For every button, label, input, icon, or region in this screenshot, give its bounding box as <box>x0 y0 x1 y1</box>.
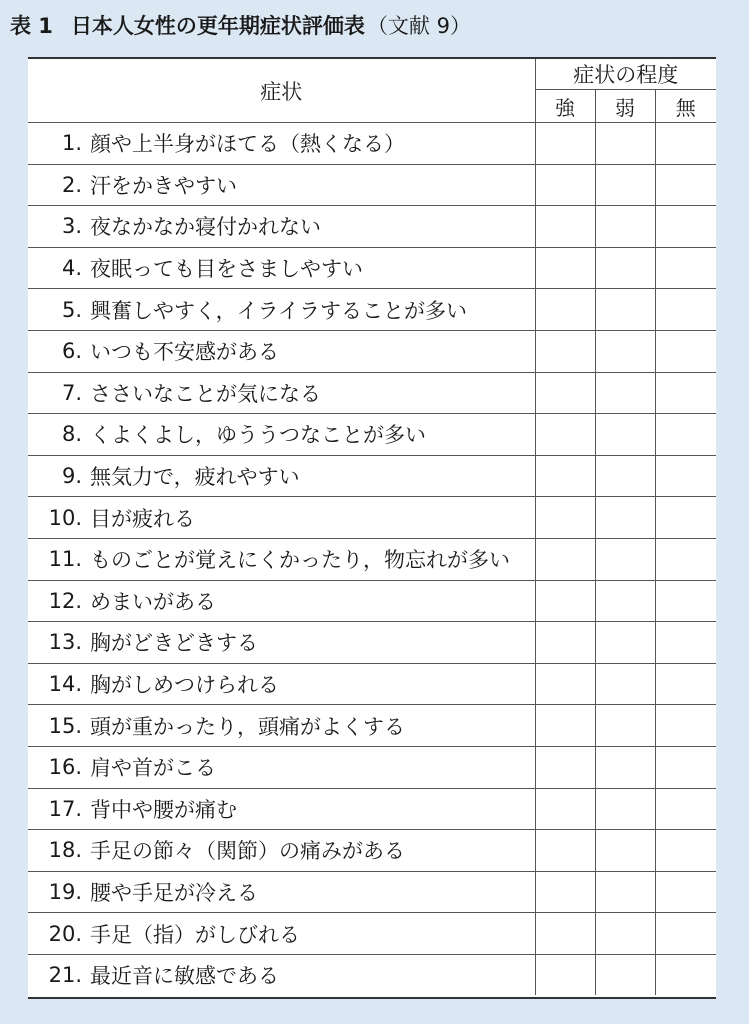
check-cell-none[interactable] <box>655 538 716 580</box>
symptom-number: 3. <box>61 214 82 239</box>
level-header-weak: 弱 <box>595 90 655 123</box>
check-cell-strong[interactable] <box>535 663 595 705</box>
check-cell-strong[interactable] <box>535 247 595 289</box>
table-row <box>28 414 716 456</box>
table-row <box>28 746 716 788</box>
reference-note: （文献 9） <box>366 14 471 38</box>
symptom-number: 13. <box>48 630 82 655</box>
check-cell-weak[interactable] <box>595 913 655 955</box>
symptom-cell <box>28 164 535 206</box>
symptom-text: めまいがある <box>90 589 216 614</box>
table-row <box>28 622 716 664</box>
check-cell-weak[interactable] <box>595 622 655 664</box>
symptom-number: 16. <box>48 755 82 780</box>
symptom-number: 15. <box>48 713 82 738</box>
symptom-number: 17. <box>48 796 82 821</box>
check-cell-strong[interactable] <box>535 830 595 872</box>
symptom-number: 7. <box>61 380 82 405</box>
check-cell-none[interactable] <box>655 663 716 705</box>
check-cell-strong[interactable] <box>535 123 595 165</box>
check-cell-strong[interactable] <box>535 871 595 913</box>
symptom-number: 12. <box>48 588 82 613</box>
degree-column-header: 症状の程度 <box>535 59 716 90</box>
table-row <box>28 330 716 372</box>
symptom-text: 腰や手足が冷える <box>90 880 258 905</box>
symptom-text: 肩や首がこる <box>90 756 216 781</box>
table-row <box>28 830 716 872</box>
check-cell-none[interactable] <box>655 913 716 955</box>
table-title: 日本人女性の更年期症状評価表 <box>70 14 365 38</box>
check-cell-strong[interactable] <box>535 788 595 830</box>
check-cell-weak[interactable] <box>595 746 655 788</box>
check-cell-weak[interactable] <box>595 247 655 289</box>
symptom-number: 2. <box>61 172 82 197</box>
check-cell-strong[interactable] <box>535 414 595 456</box>
check-cell-none[interactable] <box>655 455 716 497</box>
check-cell-weak[interactable] <box>595 580 655 622</box>
table-row <box>28 164 716 206</box>
check-cell-strong[interactable] <box>535 580 595 622</box>
check-cell-strong[interactable] <box>535 206 595 248</box>
symptom-number: 14. <box>48 672 82 697</box>
check-cell-none[interactable] <box>655 164 716 206</box>
check-cell-weak[interactable] <box>595 538 655 580</box>
check-cell-strong[interactable] <box>535 913 595 955</box>
symptom-text: ささいなことが気になる <box>90 381 321 406</box>
symptom-number: 11. <box>48 547 82 572</box>
check-cell-weak[interactable] <box>595 871 655 913</box>
table-caption <box>10 10 471 42</box>
symptom-text: 無気力で，疲れやすい <box>90 465 300 490</box>
check-cell-strong[interactable] <box>535 954 595 995</box>
level-header-strong: 強 <box>535 90 595 123</box>
check-cell-strong[interactable] <box>535 746 595 788</box>
symptom-cell <box>28 497 535 539</box>
symptom-text: 胸がしめつけられる <box>90 673 279 698</box>
check-cell-none[interactable] <box>655 954 716 995</box>
check-cell-strong[interactable] <box>535 622 595 664</box>
table-row <box>28 705 716 747</box>
check-cell-none[interactable] <box>655 622 716 664</box>
check-cell-weak[interactable] <box>595 330 655 372</box>
symptom-number: 6. <box>61 339 82 364</box>
check-cell-none[interactable] <box>655 289 716 331</box>
check-cell-weak[interactable] <box>595 372 655 414</box>
check-cell-weak[interactable] <box>595 164 655 206</box>
check-cell-strong[interactable] <box>535 330 595 372</box>
table-number: 表 1 <box>10 14 53 38</box>
symptom-cell <box>28 746 535 788</box>
check-cell-strong[interactable] <box>535 164 595 206</box>
symptom-text: 夜なかなか寝付かれない <box>90 215 321 240</box>
table-row <box>28 788 716 830</box>
symptom-table-panel <box>28 57 716 999</box>
symptom-number: 10. <box>48 505 82 530</box>
check-cell-none[interactable] <box>655 580 716 622</box>
symptom-cell <box>28 954 535 995</box>
symptom-text: 夜眠っても目をさましやすい <box>90 257 363 282</box>
symptom-cell <box>28 455 535 497</box>
check-cell-none[interactable] <box>655 206 716 248</box>
symptom-text: くよくよし，ゆううつなことが多い <box>90 423 426 448</box>
symptom-cell <box>28 705 535 747</box>
check-cell-strong[interactable] <box>535 705 595 747</box>
symptom-text: 頭が重かったり，頭痛がよくする <box>90 714 405 739</box>
symptom-text: 最近音に敏感である <box>90 964 279 989</box>
check-cell-none[interactable] <box>655 497 716 539</box>
check-cell-weak[interactable] <box>595 954 655 995</box>
symptom-text: 手足の節々（関節）の痛みがある <box>90 839 405 864</box>
symptom-cell <box>28 372 535 414</box>
check-cell-weak[interactable] <box>595 414 655 456</box>
check-cell-none[interactable] <box>655 705 716 747</box>
symptom-cell <box>28 622 535 664</box>
symptom-cell <box>28 206 535 248</box>
check-cell-strong[interactable] <box>535 455 595 497</box>
check-cell-weak[interactable] <box>595 289 655 331</box>
symptom-number: 1. <box>61 131 82 156</box>
check-cell-weak[interactable] <box>595 455 655 497</box>
table-row <box>28 663 716 705</box>
symptom-cell <box>28 247 535 289</box>
symptom-text: ものごとが覚えにくかったり，物忘れが多い <box>90 548 510 573</box>
symptom-text: 手足（指）がしびれる <box>90 922 300 947</box>
symptom-text: 背中や腰が痛む <box>90 797 237 822</box>
symptom-number: 5. <box>61 297 82 322</box>
check-cell-weak[interactable] <box>595 497 655 539</box>
symptom-cell <box>28 289 535 331</box>
table-row <box>28 247 716 289</box>
check-cell-none[interactable] <box>655 414 716 456</box>
table-row <box>28 954 716 995</box>
table-row <box>28 206 716 248</box>
symptom-text: 胸がどきどきする <box>90 631 258 656</box>
check-cell-weak[interactable] <box>595 206 655 248</box>
table-row <box>28 455 716 497</box>
symptom-cell <box>28 830 535 872</box>
table-row <box>28 123 716 165</box>
symptom-number: 19. <box>48 879 82 904</box>
symptom-text: 目が疲れる <box>90 506 195 531</box>
table-row <box>28 913 716 955</box>
symptom-cell <box>28 538 535 580</box>
symptom-cell <box>28 123 535 165</box>
symptom-column-header: 症状 <box>28 59 535 123</box>
symptom-text: 興奮しやすく，イライラすることが多い <box>90 298 467 323</box>
check-cell-weak[interactable] <box>595 663 655 705</box>
symptom-cell <box>28 414 535 456</box>
check-cell-none[interactable] <box>655 123 716 165</box>
check-cell-none[interactable] <box>655 372 716 414</box>
symptom-number: 20. <box>48 921 82 946</box>
level-header-none: 無 <box>655 90 716 123</box>
symptom-cell <box>28 788 535 830</box>
check-cell-weak[interactable] <box>595 705 655 747</box>
table-row <box>28 538 716 580</box>
symptom-text: 顔や上半身がほてる（熱くなる） <box>90 132 405 157</box>
symptom-number: 21. <box>48 963 82 988</box>
check-cell-none[interactable] <box>655 871 716 913</box>
check-cell-none[interactable] <box>655 330 716 372</box>
check-cell-weak[interactable] <box>595 830 655 872</box>
table-row <box>28 372 716 414</box>
symptom-cell <box>28 330 535 372</box>
symptom-rows <box>28 123 716 996</box>
symptom-cell <box>28 580 535 622</box>
check-cell-strong[interactable] <box>535 372 595 414</box>
table-row <box>28 580 716 622</box>
symptom-number: 4. <box>61 256 82 281</box>
table-row <box>28 497 716 539</box>
symptom-number: 8. <box>61 422 82 447</box>
check-cell-none[interactable] <box>655 830 716 872</box>
check-cell-none[interactable] <box>655 746 716 788</box>
table-row <box>28 289 716 331</box>
symptom-cell <box>28 913 535 955</box>
check-cell-weak[interactable] <box>595 123 655 165</box>
check-cell-strong[interactable] <box>535 289 595 331</box>
symptom-number: 9. <box>61 464 82 489</box>
symptom-text: 汗をかきやすい <box>90 173 237 198</box>
symptom-cell <box>28 663 535 705</box>
symptom-text: いつも不安感がある <box>90 340 279 365</box>
check-cell-strong[interactable] <box>535 497 595 539</box>
table-row <box>28 871 716 913</box>
symptom-number: 18. <box>48 838 82 863</box>
check-cell-none[interactable] <box>655 788 716 830</box>
symptom-cell <box>28 871 535 913</box>
check-cell-strong[interactable] <box>535 538 595 580</box>
symptom-table <box>28 59 716 995</box>
check-cell-weak[interactable] <box>595 788 655 830</box>
check-cell-none[interactable] <box>655 247 716 289</box>
